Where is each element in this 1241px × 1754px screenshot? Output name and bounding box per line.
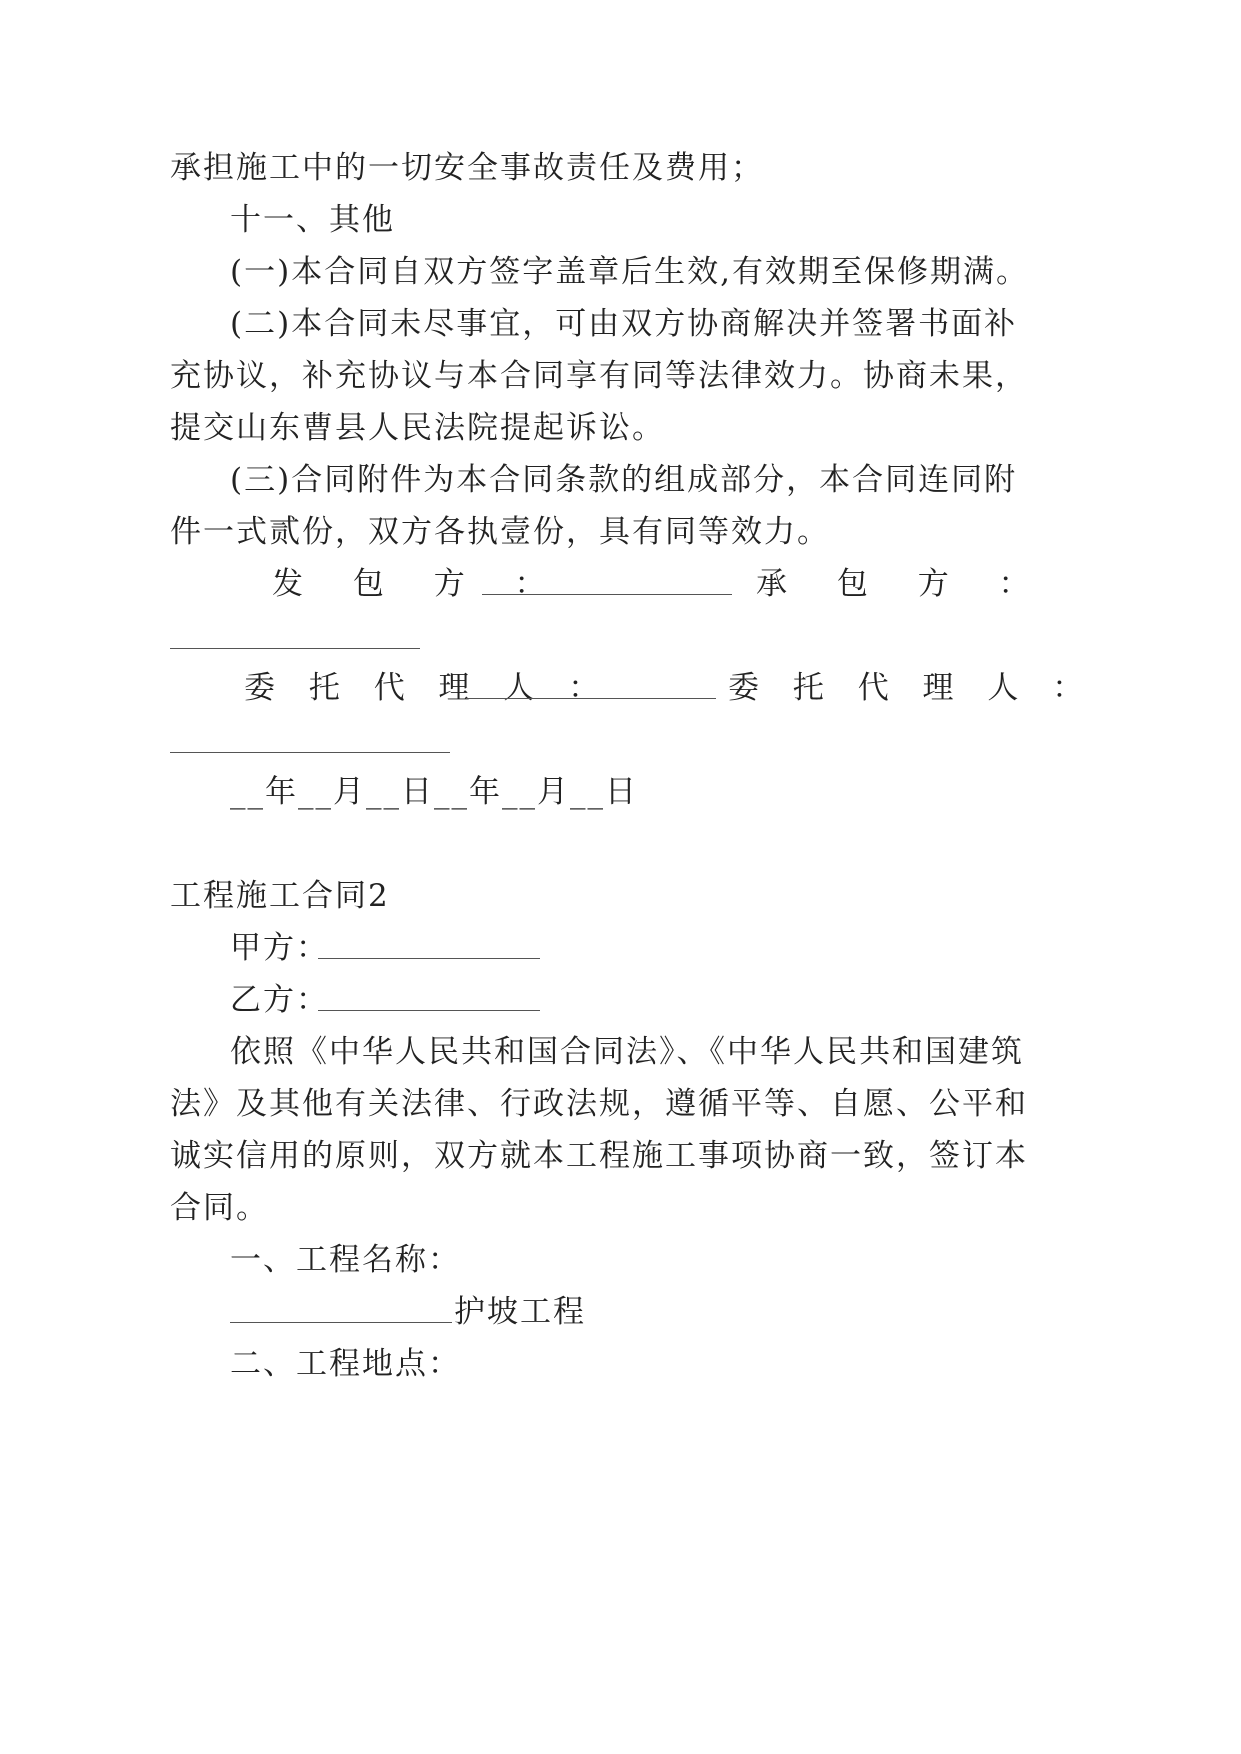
- clause-2-line-3: 提交山东曹县人民法院提起诉讼。: [170, 410, 665, 446]
- clause-2-line-2: 充协议，补充协议与本合同享有同等法律效力。协商未果，: [170, 358, 1028, 394]
- preamble-line-4: 合同。: [170, 1190, 269, 1226]
- preamble-line-3: 诚实信用的原则，双方就本工程施工事项协商一致，签订本: [170, 1138, 1028, 1174]
- clause-1: (一)本合同自双方签字盖章后生效,有效期至保修期满。: [230, 254, 1030, 290]
- party-a-label: 甲方：: [230, 930, 329, 966]
- clause-3-line-1: (三)合同附件为本合同条款的组成部分，本合同连同附: [230, 462, 1018, 498]
- contractor-label: 承 包 方 ：: [756, 566, 1050, 602]
- project-name-blank: [230, 1322, 452, 1323]
- preamble-line-2: 法》及其他有关法律、行政法规，遵循平等、自愿、公平和: [170, 1086, 1028, 1122]
- signature-date-line: __年__月__日__年__月__日: [230, 774, 638, 810]
- preamble-line-1: 依照《中华人民共和国合同法》、《中华人民共和国建筑: [230, 1034, 1024, 1070]
- clause-3-line-2: 件一式贰份，双方各执壹份，具有同等效力。: [170, 514, 830, 550]
- employer-signature-blank: [482, 594, 732, 595]
- party-b-label: 乙方：: [230, 982, 329, 1018]
- employer-agent-blank: [466, 698, 716, 699]
- party-b-blank: [318, 1010, 540, 1011]
- employer-agent-label: 委 托 代 理 人 ：: [244, 670, 612, 706]
- project-name-suffix: 护坡工程: [454, 1294, 586, 1330]
- employer-label: 发 包 方 ：: [272, 566, 566, 602]
- contractor-signature-blank: [170, 648, 420, 649]
- party-a-blank: [318, 958, 540, 959]
- clause-2-line-1: (二)本合同未尽事宜，可由双方协商解决并签署书面补: [230, 306, 1018, 342]
- section-heading-other: 十一、其他: [230, 202, 395, 238]
- contractor-agent-label: 委 托 代 理 人 ：: [728, 670, 1096, 706]
- contract-2-title: 工程施工合同2: [170, 878, 390, 914]
- liability-line: 承担施工中的一切安全事故责任及费用；: [170, 150, 764, 186]
- section-heading-project-name: 一、工程名称：: [230, 1242, 461, 1278]
- contractor-agent-blank: [170, 752, 450, 753]
- section-heading-project-location: 二、工程地点：: [230, 1346, 461, 1382]
